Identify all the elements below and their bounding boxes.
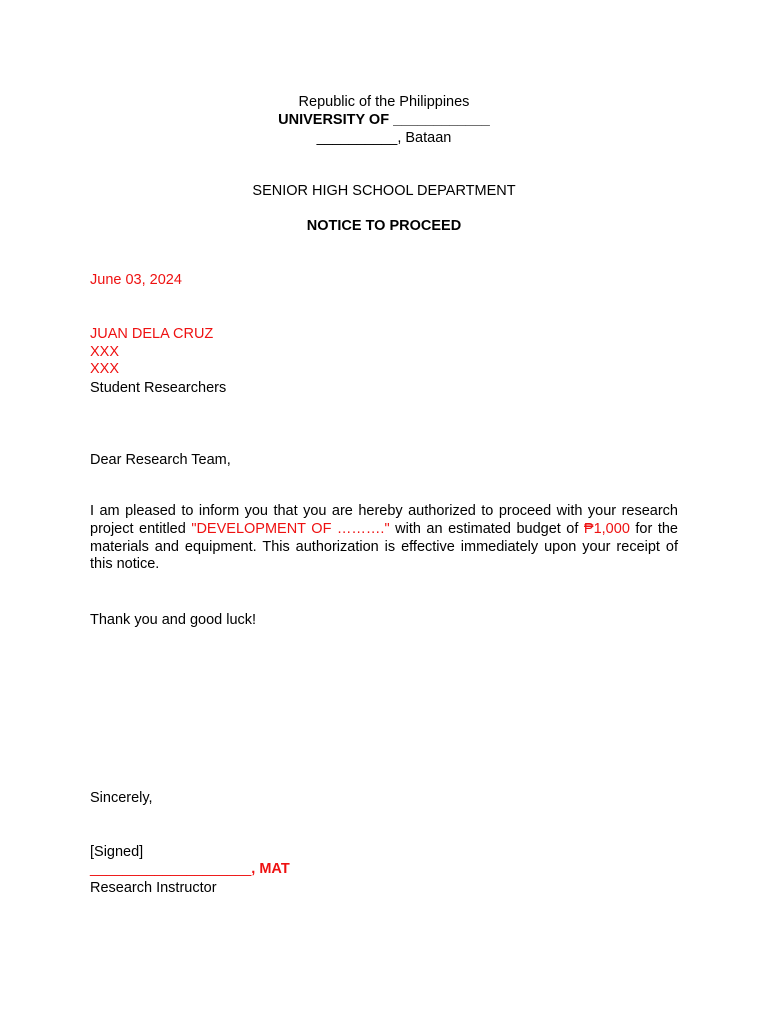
signature-suffix: , MAT: [251, 861, 290, 877]
body-text-2: with an estimated budget of: [389, 520, 584, 537]
body-paragraph: [90, 503, 678, 574]
location-line: __________, Bataan: [316, 130, 452, 146]
recipient-role: Student Researchers: [90, 380, 227, 396]
recipient-line-3: XXX: [90, 361, 120, 377]
closing-thanks: Thank you and good luck!: [90, 612, 257, 628]
signature-line: [90, 860, 290, 878]
salutation: Dear Research Team,: [90, 452, 231, 468]
recipient-line-2: XXX: [90, 344, 120, 360]
recipient-name: JUAN DELA CRUZ: [90, 326, 214, 342]
republic-heading: Republic of the Philippines: [298, 94, 470, 110]
body-text-3: for the materials and equipment. This authorization is effective immediately upon your receipt of this notice.: [90, 520, 678, 573]
department-heading: SENIOR HIGH SCHOOL DEPARTMENT: [252, 183, 516, 199]
notice-title: NOTICE TO PROCEED: [306, 218, 462, 234]
signature-name-blank: ____________________: [90, 861, 252, 877]
university-heading: UNIVERSITY OF ____________: [278, 112, 490, 128]
signatory-title: Research Instructor: [90, 880, 217, 896]
signoff: Sincerely,: [90, 790, 153, 806]
budget-amount: ₱1,000: [583, 520, 630, 537]
letter-date: June 03, 2024: [90, 272, 182, 288]
signed-marker: [Signed]: [90, 844, 144, 860]
project-title: "DEVELOPMENT OF ……….": [191, 520, 390, 537]
body-text-1: I am pleased to inform you that you are hereby authorized to proceed with your research project entitled: [90, 503, 678, 537]
